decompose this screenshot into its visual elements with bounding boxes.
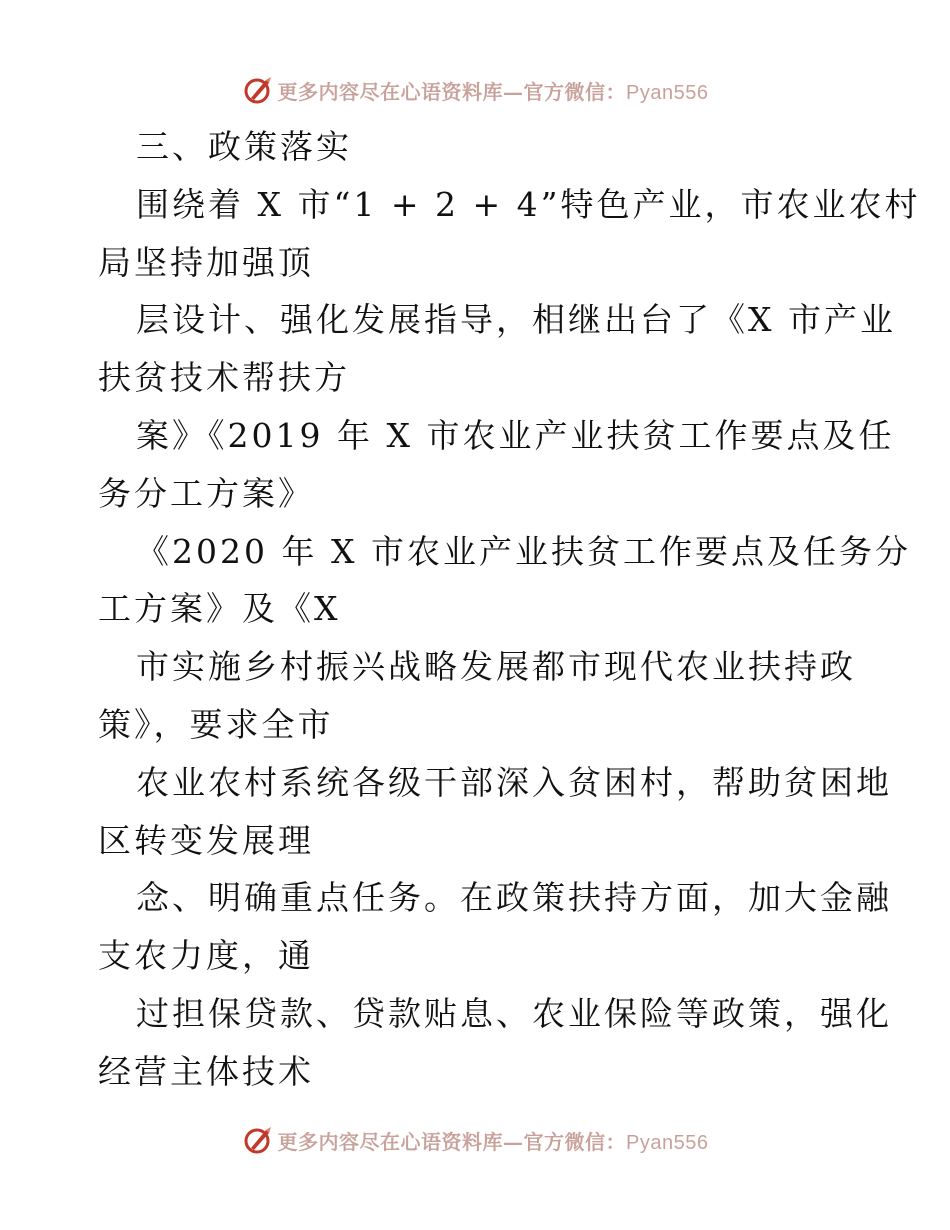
red-quill-logo-icon — [242, 74, 274, 106]
watermark-text — [278, 76, 709, 105]
document-line: 经营主体技术 — [98, 1051, 314, 1091]
document-line: 念、明确重点任务。在政策扶持方面，加大金融 — [136, 878, 892, 918]
document-line: 过担保贷款、贷款贴息、农业保险等政策，强化 — [136, 993, 892, 1033]
document-line: 《2020 年 X 市农业产业扶贫工作要点及任务分 — [136, 531, 911, 571]
document-line: 扶贫技术帮扶方 — [98, 358, 350, 398]
document-line: 支农力度，通 — [98, 936, 314, 976]
document-body — [98, 118, 921, 1101]
document-line: 局坚持加强顶 — [98, 242, 314, 282]
document-line: 农业农村系统各级干部深入贫困村，帮助贫困地 — [136, 762, 892, 802]
watermark-text — [278, 1126, 709, 1155]
document-line: 市实施乡村振兴战略发展都市现代农业扶持政 — [136, 647, 856, 687]
document-line: 策》，要求全市 — [98, 704, 334, 744]
watermark-slogan: 更多内容尽在心语资料库—官方微信： — [277, 79, 627, 104]
red-quill-logo-icon — [242, 1124, 274, 1156]
document-line: 工方案》及《X — [98, 589, 341, 629]
header-watermark — [0, 72, 950, 108]
footer-watermark — [0, 1122, 950, 1158]
document-line: 务分工方案》 — [98, 473, 314, 513]
document-line: 案》《2019 年 X 市农业产业扶贫工作要点及任 — [136, 415, 895, 455]
document-line: 围绕着 X 市“1 + 2 + 4”特色产业，市农业农村 — [136, 184, 921, 224]
watermark-wechat-id: Pyan556 — [626, 81, 709, 104]
document-line: 三、政策落实 — [136, 127, 352, 166]
document-line: 区转变发展理 — [98, 820, 314, 860]
watermark-slogan: 更多内容尽在心语资料库—官方微信： — [277, 1129, 627, 1154]
document-line: 层设计、强化发展指导，相继出台了《X 市产业 — [136, 300, 896, 340]
watermark-wechat-id: Pyan556 — [626, 1131, 709, 1154]
